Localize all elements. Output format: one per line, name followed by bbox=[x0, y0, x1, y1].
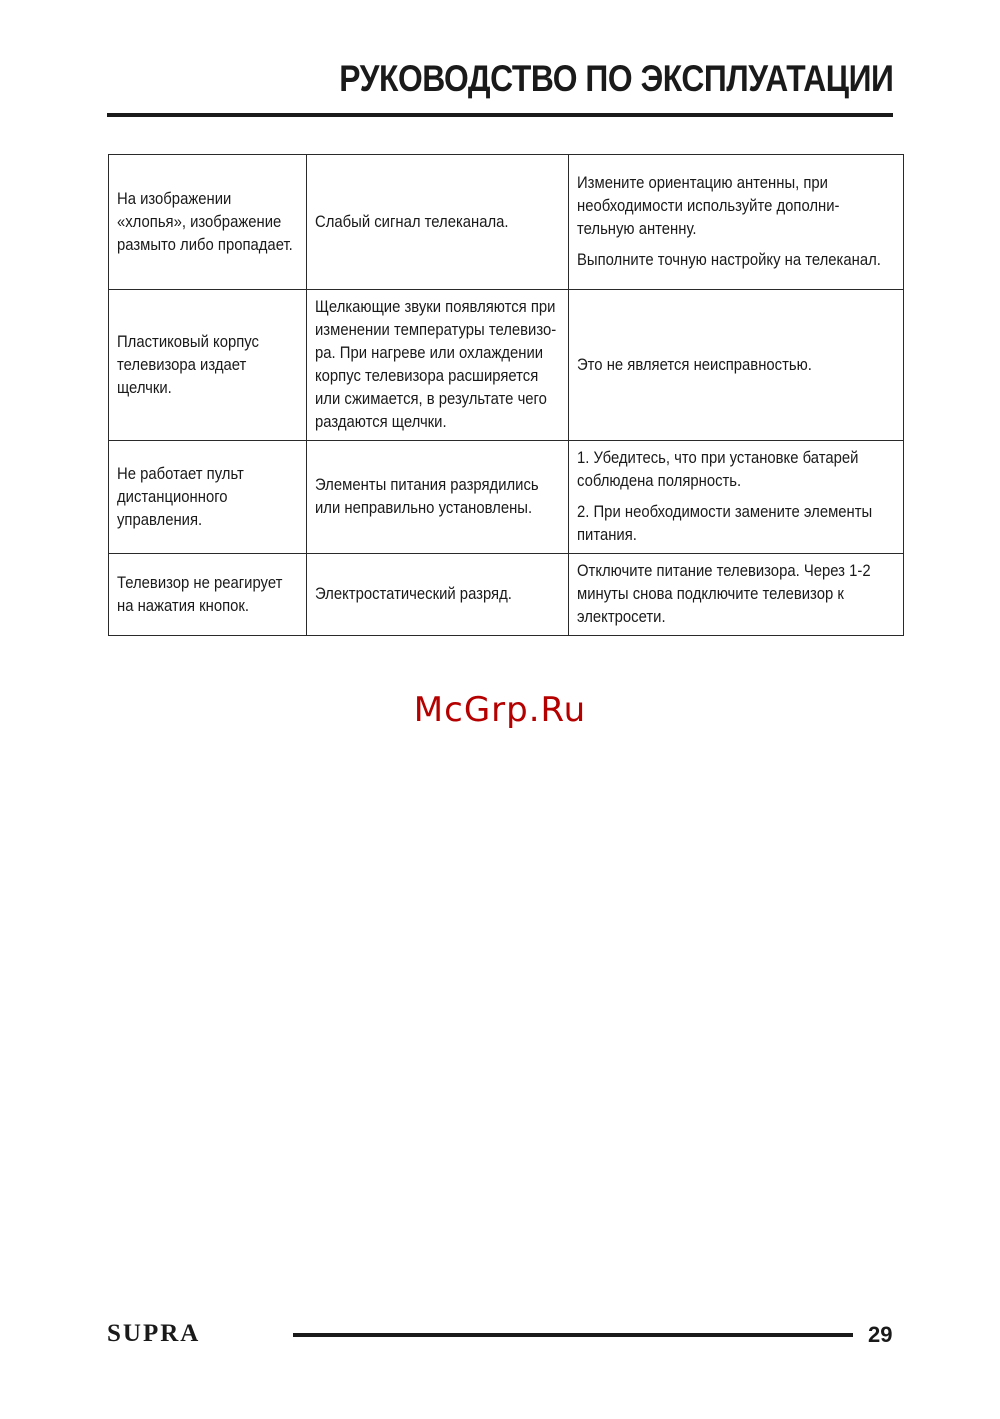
solution-cell bbox=[569, 554, 904, 636]
table-row bbox=[109, 290, 904, 441]
page-title: РУКОВОДСТВО ПО ЭКСПЛУАТАЦИИ bbox=[338, 58, 893, 99]
solution-paragraph: Это не является неисправностью. bbox=[577, 355, 812, 374]
solution-cell bbox=[569, 290, 904, 441]
brand-logo: SUPRA bbox=[107, 1320, 201, 1347]
solution-paragraph: 2. При необходимости замените элементы питания. bbox=[577, 503, 873, 544]
header-divider bbox=[107, 113, 893, 117]
watermark: McGrp.Ru bbox=[413, 690, 587, 730]
page-number: 29 bbox=[868, 1322, 893, 1347]
solution-paragraph: Измените ориентацию антенны, при необходимости используйте дополни-тельную антенну. bbox=[577, 174, 840, 238]
cause-cell: Щелкающие звуки появляются при изменении температуры телевизо-ра. При нагреве или охлаждении корпус телевизора расширяется или сжимается, в результате чего раздаются щелчки. bbox=[307, 290, 569, 441]
solution-paragraph: 1. Убедитесь, что при установке батарей соблюдена полярность. bbox=[577, 449, 859, 490]
solution-cell bbox=[569, 155, 904, 290]
table-row bbox=[109, 554, 904, 636]
solution-cell bbox=[569, 441, 904, 554]
table-row bbox=[109, 155, 904, 290]
cause-cell: Электростатический разряд. bbox=[307, 554, 569, 636]
solution-paragraph: Отключите питание телевизора. Через 1-2 минуты снова подключите телевизор к электросети. bbox=[577, 562, 871, 626]
solution-paragraph: Выполните точную настройку на телеканал. bbox=[577, 251, 881, 269]
footer-divider bbox=[293, 1333, 853, 1337]
problem-cell: Не работает пульт дистанционного управления. bbox=[109, 441, 307, 554]
cause-cell: Слабый сигнал телеканала. bbox=[307, 155, 569, 290]
cause-cell: Элементы питания разрядились или неправильно установлены. bbox=[307, 441, 569, 554]
problem-cell: Телевизор не реагирует на нажатия кнопок. bbox=[109, 554, 307, 636]
problem-cell: На изображении «хлопья», изображение размыто либо пропадает. bbox=[109, 155, 307, 290]
troubleshooting-table bbox=[108, 154, 904, 636]
problem-cell: Пластиковый корпус телевизора издает щелчки. bbox=[109, 290, 307, 441]
table-row bbox=[109, 441, 904, 554]
